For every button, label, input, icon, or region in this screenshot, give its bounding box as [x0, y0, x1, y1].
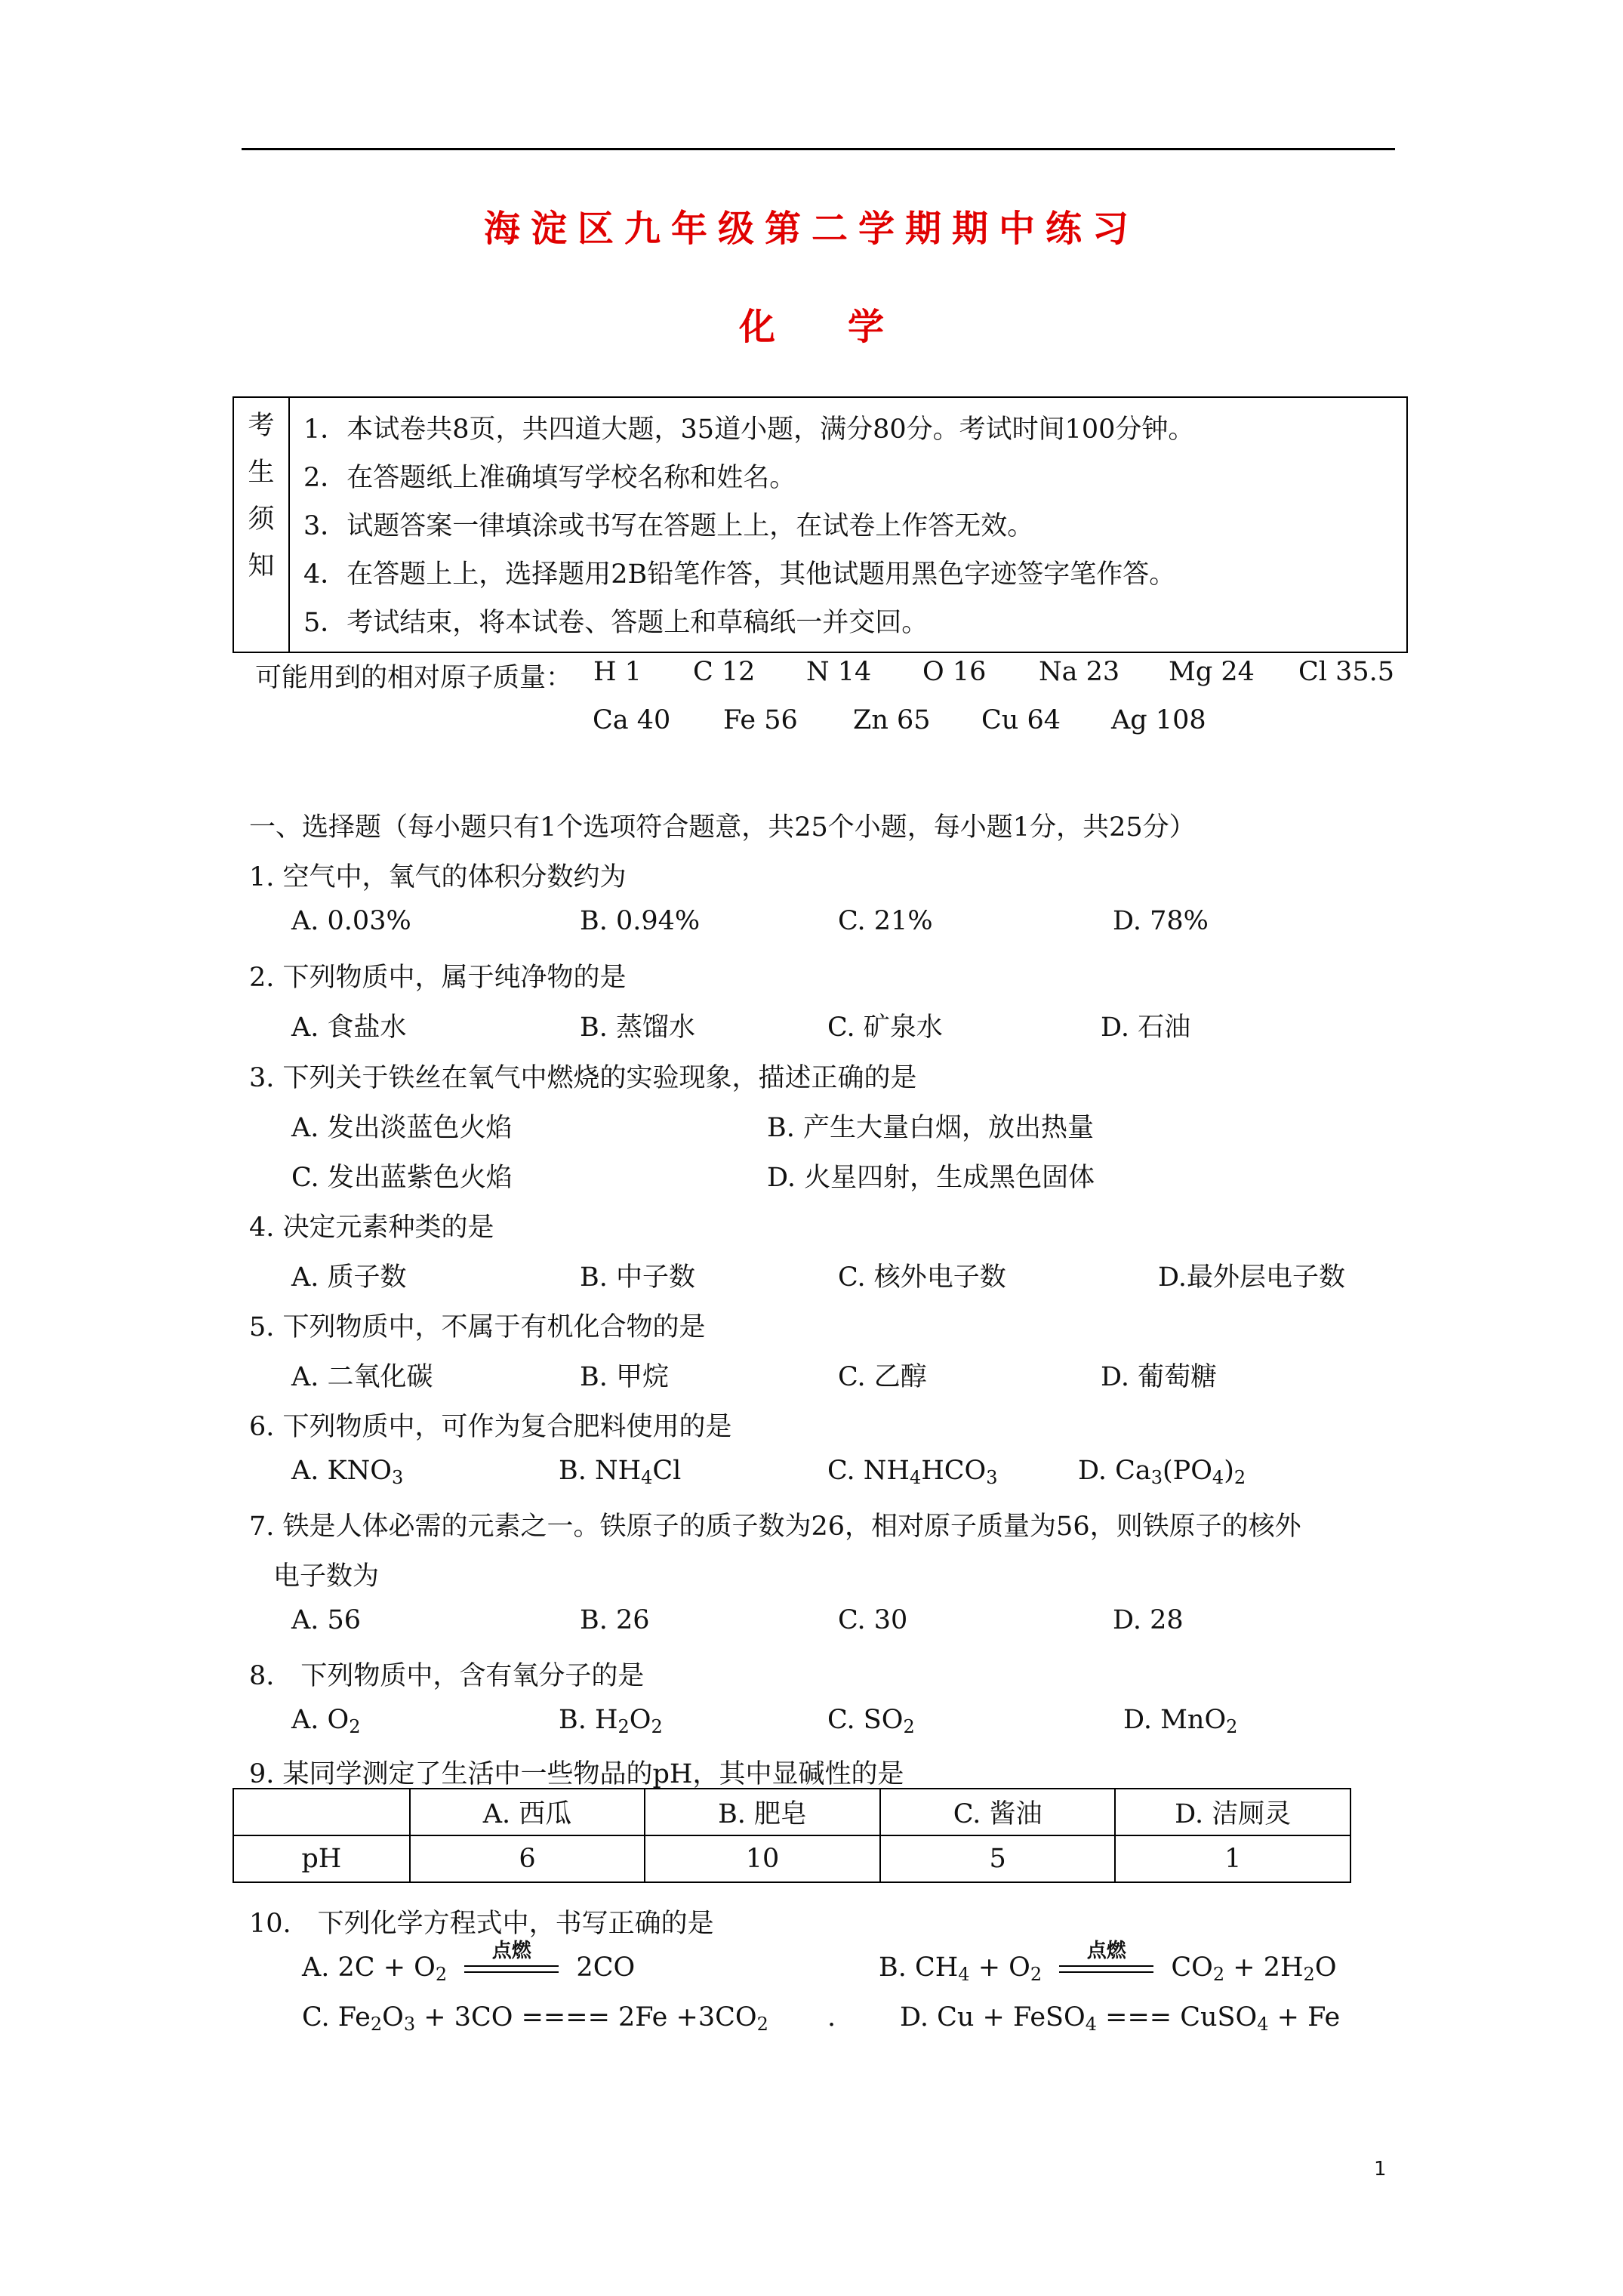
option: [559, 1705, 663, 1737]
option: [1123, 1705, 1237, 1737]
option: [291, 1705, 361, 1737]
option: A. 二氧化碳: [291, 1362, 433, 1392]
question-stem: 9. 某同学测定了生活中一些物品的pH，其中显碱性的是: [249, 1759, 904, 1789]
notice-box: [233, 396, 1408, 653]
option: D. 28: [1113, 1605, 1184, 1635]
option: D.最外层电子数: [1158, 1262, 1345, 1293]
formula-text: HCO: [921, 1456, 987, 1486]
reaction-condition: 点燃: [491, 1939, 531, 1962]
atomic-mass-item: Zn 65: [853, 705, 931, 735]
notice-item: 4．在答题上上，选择题用2B铅笔作答，其他试题用黑色字迹签字笔作答。: [303, 559, 1176, 590]
notice-items: [289, 397, 1407, 652]
option: [827, 1456, 998, 1488]
notice-item: 2．在答题纸上准确填写学校名称和姓名。: [303, 463, 796, 493]
subscript: 4: [641, 1467, 653, 1488]
option: [1078, 1456, 1246, 1488]
option: D. 78%: [1113, 906, 1209, 936]
table-header-cell: [233, 1789, 410, 1835]
table-cell: 5: [880, 1835, 1116, 1882]
formula-text: B. NH: [559, 1456, 642, 1486]
option: A. 质子数: [291, 1262, 407, 1293]
option: A. 56: [291, 1605, 362, 1635]
subscript: 3: [986, 1467, 998, 1488]
question-stem: 2. 下列物质中，属于纯净物的是: [249, 963, 627, 993]
option: [827, 1705, 915, 1737]
formula-text: B. H: [559, 1705, 618, 1735]
option: B. 中子数: [580, 1262, 695, 1293]
subscript: 2: [651, 1716, 663, 1737]
formula-text: D. MnO: [1123, 1705, 1227, 1735]
header-rule: [242, 148, 1395, 150]
atomic-mass-item: Cu 64: [981, 705, 1061, 735]
subscript: 2: [435, 1964, 448, 1985]
question-stem: 1. 空气中，氧气的体积分数约为: [249, 862, 627, 892]
option: [291, 1456, 403, 1488]
question-stem: 3. 下列关于铁丝在氧气中燃烧的实验现象，描述正确的是: [249, 1063, 917, 1093]
option: B. 产生大量白烟，放出热量: [767, 1113, 1094, 1143]
option: A. 0.03%: [291, 906, 411, 936]
option: A. 发出淡蓝色火焰: [291, 1113, 513, 1143]
notice-label-char: 生: [248, 458, 275, 488]
atomic-mass-item: O 16: [922, 657, 987, 687]
formula-text: O: [1314, 1952, 1337, 1983]
option: [879, 1939, 1337, 1985]
formula-text: + 2H: [1224, 1952, 1304, 1983]
atomic-mass-item: Cl 35.5: [1298, 657, 1395, 687]
subscript: 2: [1303, 1964, 1315, 1985]
option: B. 26: [580, 1605, 650, 1635]
table-cell: 1: [1115, 1835, 1350, 1882]
question-stem: 4. 决定元素种类的是: [249, 1213, 494, 1243]
page-title: 海淀区九年级第二学期期中练习: [483, 208, 1139, 250]
formula-text: C. Fe: [302, 2002, 371, 2032]
notice-label-char: 知: [248, 551, 275, 581]
option: C. 21%: [838, 906, 933, 936]
option: D. 火星四射，生成黑色固体: [767, 1163, 1095, 1193]
stray-dot: .: [827, 2002, 836, 2032]
option: D. 葡萄糖: [1101, 1362, 1218, 1392]
subscript: 2: [903, 1716, 915, 1737]
table-header-cell: C. 酱油: [880, 1789, 1116, 1835]
option: C. 矿泉水: [827, 1012, 943, 1043]
atomic-mass-item: N 14: [806, 657, 872, 687]
option: C. 30: [838, 1605, 908, 1635]
option: B. 蒸馏水: [580, 1012, 695, 1043]
atomic-mass-item: Fe 56: [723, 705, 798, 735]
subscript: 2: [1226, 1716, 1238, 1737]
formula-text: A. 2C + O: [302, 1952, 436, 1983]
subscript: 2: [370, 2014, 383, 2035]
formula-text: ): [1224, 1456, 1234, 1486]
question-stem: 5. 下列物质中，不属于有机化合物的是: [249, 1312, 706, 1342]
formula-text: + Fe: [1268, 2002, 1341, 2032]
notice-item: 5．考试结束，将本试卷、答题上和草稿纸一并交回。: [303, 608, 929, 638]
subscript: 2: [349, 1716, 361, 1737]
question-stem: 8. 下列物质中，含有氧分子的是: [249, 1661, 645, 1691]
option: [302, 2002, 768, 2035]
formula-text: (PO: [1163, 1456, 1212, 1486]
reaction-arrow: [464, 1939, 559, 1980]
subscript: 2: [1030, 1964, 1042, 1985]
table-cell: 6: [410, 1835, 645, 1882]
formula-text: O: [629, 1705, 651, 1735]
subscript: 4: [909, 1467, 922, 1488]
subject-title: 化 学: [738, 306, 884, 348]
subscript: 2: [617, 1716, 630, 1737]
subscript: 3: [403, 2014, 416, 2035]
subscript: 2: [1233, 1467, 1246, 1488]
option: [900, 2002, 1340, 2035]
option: [302, 1939, 636, 1985]
option: C. 乙醇: [838, 1362, 927, 1392]
subscript: 4: [1257, 2014, 1269, 2035]
subscript: 3: [392, 1467, 404, 1488]
subscript: 4: [1085, 2014, 1097, 2035]
option: B. 0.94%: [580, 906, 701, 936]
formula-text: D. Cu + FeSO: [900, 2002, 1086, 2032]
option: B. 甲烷: [580, 1362, 669, 1392]
atomic-mass-item: Ca 40: [593, 705, 671, 735]
reaction-condition: 点燃: [1086, 1939, 1126, 1962]
ph-table: [233, 1788, 1351, 1883]
formula-text: + O: [969, 1952, 1030, 1983]
notice-item: 3．试题答案一律填涂或书写在答题上上，在试卷上作答无效。: [303, 511, 1034, 541]
formula-text: O: [382, 2002, 404, 2032]
subscript: 4: [958, 1964, 970, 1985]
option: C. 核外电子数: [838, 1262, 1006, 1293]
formula-text: C. SO: [827, 1705, 904, 1735]
table-header-cell: B. 肥皂: [645, 1789, 880, 1835]
atomic-mass-item: C 12: [693, 657, 756, 687]
atomic-mass-item: Ag 108: [1111, 705, 1206, 735]
subscript: 3: [1150, 1467, 1163, 1488]
atomic-mass-item: H 1: [593, 657, 642, 687]
atomic-mass-label: 可能用到的相对原子质量：: [255, 663, 573, 693]
subscript: 4: [1212, 1467, 1224, 1488]
notice-label: [233, 397, 289, 652]
subscript: 2: [1212, 1964, 1225, 1985]
option: [559, 1456, 681, 1488]
table-row: [233, 1789, 1350, 1835]
option: D. 石油: [1101, 1012, 1191, 1043]
formula-text: CO: [1171, 1952, 1213, 1983]
atomic-mass-item: Mg 24: [1169, 657, 1255, 687]
table-header-cell: A. 西瓜: [410, 1789, 645, 1835]
notice-label-char: 考: [248, 411, 275, 441]
page-number: 1: [1374, 2158, 1387, 2180]
formula-text: 2CO: [576, 1952, 636, 1983]
option: A. 食盐水: [291, 1012, 407, 1043]
table-header-cell: D. 洁厕灵: [1115, 1789, 1350, 1835]
question-stem-continued: 电子数为: [273, 1561, 380, 1592]
formula-text: D. Ca: [1078, 1456, 1151, 1486]
reaction-arrow: [1059, 1939, 1153, 1980]
option: C. 发出蓝紫色火焰: [291, 1163, 513, 1193]
formula-text: C. NH: [827, 1456, 910, 1486]
atomic-mass-item: Na 23: [1039, 657, 1120, 687]
question-stem: 6. 下列物质中，可作为复合肥料使用的是: [249, 1412, 732, 1442]
table-row-label: pH: [233, 1835, 410, 1882]
table-row: [233, 1835, 1350, 1882]
formula-text: === CuSO: [1097, 2002, 1258, 2032]
section-heading: 一、选择题（每小题只有1个选项符合题意，共25个小题，每小题1分，共25分）: [249, 812, 1196, 843]
formula-text: Cl: [652, 1456, 682, 1486]
formula-text: B. CH: [879, 1952, 959, 1983]
notice-item: 1．本试卷共8页，共四道大题，35道小题，满分80分。考试时间100分钟。: [303, 415, 1195, 445]
subscript: 2: [756, 2014, 768, 2035]
formula-text: A. KNO: [291, 1456, 392, 1486]
notice-label-char: 须: [248, 504, 275, 535]
formula-text: A. O: [291, 1705, 350, 1735]
formula-text: + 3CO ==== 2Fe +3CO: [415, 2002, 757, 2032]
question-stem: 7. 铁是人体必需的元素之一。铁原子的质子数为26，相对原子质量为56，则铁原子的核外: [249, 1512, 1301, 1542]
table-cell: 10: [645, 1835, 880, 1882]
question-stem: 10. 下列化学方程式中，书写正确的是: [249, 1909, 714, 1939]
